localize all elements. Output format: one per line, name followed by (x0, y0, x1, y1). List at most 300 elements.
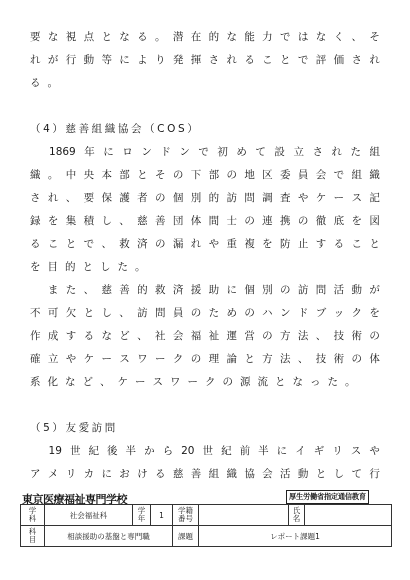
text-char: 運 (226, 330, 237, 342)
text-char: 護 (119, 192, 130, 204)
text-char: 源 (240, 376, 251, 388)
text-char: 1869 (49, 146, 76, 158)
text-char: 。 (47, 77, 58, 89)
text-char: の (369, 330, 380, 342)
text-char: 善 (155, 215, 166, 227)
text-char: な (47, 31, 59, 43)
text-char: の (262, 330, 273, 342)
text-char: 福 (190, 330, 202, 342)
text-char: 世 (202, 445, 214, 457)
text-char: な (65, 376, 76, 388)
text-char: の (297, 215, 309, 227)
text-char: 携 (280, 215, 291, 227)
text-char: と (369, 238, 380, 250)
text-char: の (190, 353, 202, 365)
text-char: た (350, 146, 361, 158)
text-char: 化 (47, 376, 58, 388)
text-char: 訪 (137, 307, 148, 319)
text-char: ま (47, 284, 59, 296)
text-char: 系 (30, 376, 41, 388)
text-char: 救 (155, 284, 166, 296)
section-heading-4: （4）慈善組織協会（COS） (30, 123, 201, 135)
text-char: 本 (101, 169, 112, 181)
text-char: 善 (119, 284, 130, 296)
subject-value: 相談援助の基盤と専門職 (45, 526, 173, 547)
text-char: 、 (101, 238, 112, 250)
text-char: 19 (48, 445, 62, 457)
text-char: 、 (119, 215, 130, 227)
text-char: こ (351, 238, 362, 250)
text-char: ケ (117, 376, 128, 388)
text-char: 漏 (172, 238, 184, 250)
text-char: な (119, 31, 130, 43)
text-char: め (236, 146, 247, 158)
text-char: 目 (47, 261, 58, 273)
text-char: を (30, 261, 41, 273)
text-char: と (137, 169, 148, 181)
text-line (30, 325, 380, 348)
topic-label: 課題 (173, 526, 199, 547)
text-char: れ (47, 192, 59, 204)
text-char: 別 (190, 192, 202, 204)
text-line (30, 440, 380, 463)
text-char: の (226, 169, 237, 181)
text-char: 作 (30, 330, 41, 342)
text-char: 援 (190, 284, 202, 296)
text-char: ド (160, 146, 171, 158)
text-char: る (83, 330, 95, 342)
text-char: 個 (244, 284, 255, 296)
text-char: ー (333, 192, 345, 204)
text-char: 、 (83, 284, 95, 296)
text-char: 者 (137, 192, 148, 204)
text-char: 年 (84, 146, 95, 158)
student-number-value (199, 505, 289, 526)
text-char: こ (262, 54, 273, 66)
text-char: ロ (122, 146, 133, 158)
text-char: 術 (333, 353, 345, 365)
text-char: 的 (208, 192, 220, 204)
text-char: れ (226, 54, 237, 66)
text-char: 会 (262, 468, 273, 480)
text-char: 員 (172, 307, 184, 319)
text-char: 揮 (190, 54, 202, 66)
text-char: 力 (262, 31, 273, 43)
text-char: と (244, 353, 255, 365)
text-char: リ (332, 445, 343, 457)
text-char: し (100, 261, 111, 273)
text-char: や (369, 445, 380, 457)
text-char: 員 (297, 169, 309, 181)
text-line (30, 233, 380, 256)
text-char: な (101, 330, 112, 342)
text-char (30, 440, 41, 463)
text-char: 区 (262, 169, 273, 181)
text-char: 済 (137, 238, 148, 250)
text-char: め (226, 307, 237, 319)
text-char: ス (119, 353, 130, 365)
text-char: ケ (315, 192, 327, 204)
text-char: 善 (190, 468, 202, 480)
text-char: 在 (190, 31, 202, 43)
text-char: し (333, 468, 345, 480)
text-char: を (262, 238, 273, 250)
text-char: 士 (226, 215, 237, 227)
text-char: す (65, 330, 77, 342)
text-char: 的 (65, 261, 76, 273)
year-label: 学年 (133, 505, 151, 526)
text-char: る (333, 238, 345, 250)
text-char: に (119, 54, 130, 66)
text-char: 、 (315, 330, 327, 342)
text-char: 別 (262, 284, 273, 296)
text-char: 活 (280, 468, 291, 480)
text-char: 理 (208, 353, 220, 365)
text-char: 連 (262, 215, 273, 227)
text-char: ブ (315, 307, 327, 319)
text-char: 社 (155, 330, 166, 342)
text-char: 組 (369, 146, 380, 158)
text-char: さ (208, 54, 220, 66)
text-char: 会 (315, 169, 327, 181)
text-line (30, 256, 380, 279)
text-char: か (144, 445, 155, 457)
text-char: 体 (190, 215, 202, 227)
department-label: 学科 (21, 505, 45, 526)
table-row (21, 526, 392, 547)
text-char: ス (152, 376, 163, 388)
text-char: ッ (333, 307, 345, 319)
text-char: 、 (297, 353, 309, 365)
text-char: 。 (155, 31, 166, 43)
text-char: 図 (369, 215, 380, 227)
text-char: す (315, 238, 327, 250)
text-char: 流 (257, 376, 268, 388)
text-char: 調 (262, 192, 273, 204)
text-char: 要 (83, 192, 95, 204)
text-char: に (276, 445, 288, 457)
text-char: 世 (69, 445, 81, 457)
text-char: れ (331, 146, 342, 158)
text-char: ー (155, 353, 166, 365)
text-char: は (297, 31, 309, 43)
text-char: て (255, 146, 266, 158)
text-char: と (83, 307, 95, 319)
text-char: 、 (65, 192, 77, 204)
text-char: の (155, 192, 166, 204)
text-char: 動 (83, 54, 95, 66)
text-char: 祉 (208, 330, 220, 342)
text-char: な (292, 376, 303, 388)
text-char: の (244, 307, 255, 319)
text-char: と (280, 54, 291, 66)
text-line (30, 210, 380, 233)
text-char: リ (65, 468, 77, 480)
text-char: な (315, 31, 327, 43)
text-char: 記 (369, 192, 380, 204)
text-char: れ (369, 54, 380, 66)
text-char: 法 (280, 353, 291, 365)
text-char: る (155, 468, 166, 480)
text-char: け (137, 468, 148, 480)
text-char: 不 (30, 307, 41, 319)
text-char: 慈 (137, 215, 148, 227)
text-char: ン (280, 307, 291, 319)
text-char: 的 (137, 284, 148, 296)
text-char: 視 (65, 31, 77, 43)
text-char: で (333, 169, 345, 181)
text-char: 術 (351, 330, 362, 342)
text-char: ワ (137, 353, 148, 365)
text-char: 設 (274, 146, 285, 158)
text-char: メ (47, 468, 59, 480)
text-line (30, 463, 380, 486)
text-char: く (333, 31, 345, 43)
text-char: る (137, 31, 148, 43)
text-char: ク (205, 376, 216, 388)
text-char: 前 (239, 445, 251, 457)
subject-label: 科目 (21, 526, 45, 547)
text-char: の (222, 376, 233, 388)
text-char: ー (135, 376, 146, 388)
text-char: 訪 (297, 284, 309, 296)
text-char: 下 (190, 169, 202, 181)
text-char: 積 (83, 215, 95, 227)
text-char: 発 (172, 54, 184, 66)
section-heading-5: （5）友愛訪問 (30, 422, 118, 434)
text-char: の (172, 169, 184, 181)
text-char: を (351, 215, 362, 227)
student-number-label: 学籍番号 (173, 505, 199, 526)
text-char: 組 (208, 468, 220, 480)
text-char: 救 (119, 238, 130, 250)
text-char: ワ (170, 376, 181, 388)
text-char: 中 (65, 169, 77, 181)
text-char: 徹 (315, 215, 327, 227)
text-char: こ (47, 238, 59, 250)
text-char: 織 (369, 169, 380, 181)
text-char: 個 (172, 192, 184, 204)
text-char: よ (137, 54, 148, 66)
text-char: で (280, 31, 291, 43)
text-char: ど (119, 330, 130, 342)
text-char: と (65, 238, 77, 250)
text-char: 協 (244, 468, 255, 480)
text-char: の (280, 284, 291, 296)
text-char: ケ (83, 353, 95, 365)
topic-value: レポート課題1 (199, 526, 392, 547)
text-char: ア (30, 468, 41, 480)
text-char: し (101, 215, 112, 227)
text-char: ど (82, 376, 93, 388)
text-char: た (117, 261, 128, 273)
text-char: 保 (101, 192, 112, 204)
text-char: 。 (345, 376, 356, 388)
text-char: 査 (280, 192, 291, 204)
text-char: 評 (315, 54, 327, 66)
text-line (30, 187, 380, 210)
text-char: な (226, 31, 237, 43)
name-label: 氏名 (289, 505, 305, 526)
text-char: 欠 (65, 307, 77, 319)
text-char: 慈 (101, 284, 112, 296)
text-char: 会 (172, 330, 184, 342)
text-line (30, 141, 380, 164)
text-line (30, 348, 380, 371)
table-row (21, 505, 392, 526)
text-char: に (101, 468, 112, 480)
text-char: ー (187, 376, 198, 388)
text-char: 部 (119, 169, 130, 181)
text-char: と (315, 468, 327, 480)
text-char: ク (351, 307, 362, 319)
text-char: 重 (226, 238, 237, 250)
text-char: 方 (280, 330, 291, 342)
text-line (30, 26, 380, 49)
text-char: 体 (369, 353, 380, 365)
text-char: た (208, 307, 220, 319)
text-char: れ (190, 238, 202, 250)
text-char: 論 (226, 353, 237, 365)
student-info-table (20, 504, 392, 547)
text-line (30, 49, 380, 72)
text-char: さ (30, 192, 41, 204)
text-char: が (369, 284, 380, 296)
text-char (30, 141, 41, 164)
text-char: 価 (333, 54, 345, 66)
text-char: イ (295, 445, 306, 457)
text-char: ら (162, 445, 174, 457)
text-char: 部 (208, 169, 220, 181)
text-char: ン (179, 146, 190, 158)
school-name: 東京医療福祉専門学校 (22, 493, 127, 506)
text-char: る (30, 238, 41, 250)
text-char: 行 (369, 468, 380, 480)
text-char: 。 (135, 261, 146, 273)
text-char: に (103, 146, 114, 158)
text-char: さ (351, 54, 362, 66)
text-char: 行 (65, 54, 77, 66)
text-char: で (83, 238, 95, 250)
text-char: ド (297, 307, 309, 319)
text-char: 、 (119, 307, 130, 319)
text-char: 間 (208, 215, 220, 227)
text-char: 等 (101, 54, 112, 66)
text-char: 動 (297, 468, 309, 480)
text-char: 問 (244, 192, 255, 204)
document-body (30, 26, 380, 486)
text-char: 委 (280, 169, 291, 181)
text-char: 成 (47, 330, 59, 342)
text-char: 問 (315, 284, 327, 296)
text-char: で (198, 146, 209, 158)
text-char: 確 (30, 353, 41, 365)
text-char: カ (83, 468, 95, 480)
text-char (30, 279, 41, 302)
text-char: り (155, 54, 166, 66)
text-char: 動 (351, 284, 362, 296)
text-char: て (351, 468, 362, 480)
text-char: ク (172, 353, 184, 365)
text-char: 織 (30, 169, 41, 181)
text-char: お (119, 468, 130, 480)
text-char: 技 (315, 353, 327, 365)
accreditation-badge: 厚生労働省指定通信教育 (286, 490, 369, 504)
department-value: 社会福祉科 (45, 505, 133, 526)
text-char: 集 (65, 215, 77, 227)
text-char: た (327, 376, 338, 388)
text-char: と (275, 376, 286, 388)
text-char: を (47, 215, 59, 227)
text-char: 方 (262, 353, 273, 365)
text-char: 底 (333, 215, 345, 227)
text-char: 能 (244, 31, 255, 43)
text-char: 。 (47, 169, 59, 181)
text-char: っ (310, 376, 321, 388)
text-char: 半 (258, 445, 269, 457)
text-char: の (244, 215, 255, 227)
text-char: 止 (297, 238, 309, 250)
text-line (30, 72, 380, 95)
text-char: を (369, 307, 380, 319)
text-char: 的 (208, 31, 220, 43)
text-char: ギ (313, 445, 325, 457)
text-char: の (155, 238, 166, 250)
text-char: 法 (297, 330, 309, 342)
text-char: 録 (30, 215, 41, 227)
text-line (30, 371, 380, 394)
text-char: 、 (137, 330, 148, 342)
text-char: ハ (262, 307, 273, 319)
text-char: 央 (83, 169, 95, 181)
text-char: 要 (30, 31, 41, 43)
text-char: 助 (208, 284, 220, 296)
text-char: ス (351, 192, 362, 204)
text-char: そ (369, 31, 380, 43)
text-char: 技 (333, 330, 345, 342)
text-char: 立 (293, 146, 304, 158)
text-char: 半 (125, 445, 137, 457)
text-char: に (226, 284, 237, 296)
text-char: と (101, 31, 112, 43)
text-char: 地 (244, 169, 255, 181)
text-char: れ (30, 54, 41, 66)
text-char: 活 (333, 284, 345, 296)
text-char: ン (141, 146, 152, 158)
text-char: 織 (226, 468, 237, 480)
text-char: や (65, 353, 77, 365)
text-char: 慈 (172, 468, 184, 480)
text-char: 紀 (221, 445, 232, 457)
text-char: そ (155, 169, 166, 181)
text-char: ス (350, 445, 362, 457)
text-char: が (47, 54, 59, 66)
text-char: る (244, 54, 255, 66)
text-char: の (351, 353, 362, 365)
text-char: 20 (181, 445, 195, 457)
text-char: 点 (83, 31, 95, 43)
text-char: 紀 (88, 445, 99, 457)
text-char: ー (101, 353, 112, 365)
text-char: さ (312, 146, 323, 158)
text-char: 営 (244, 330, 255, 342)
text-line (30, 164, 380, 187)
name-value (305, 505, 392, 526)
text-char: 立 (47, 353, 59, 365)
text-char: し (101, 307, 112, 319)
text-char: 組 (351, 169, 362, 181)
text-char: 、 (100, 376, 111, 388)
